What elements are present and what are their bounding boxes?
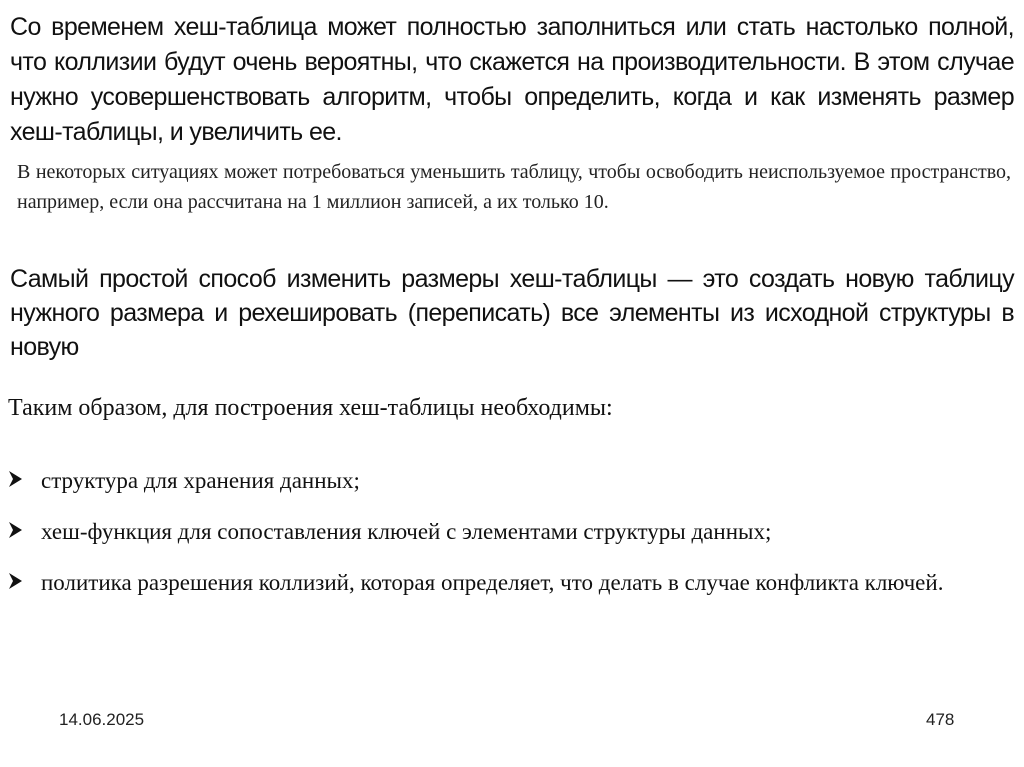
list-item-text: хеш-функция для сопоставления ключей с элементами структуры данных; bbox=[41, 519, 772, 544]
arrowhead-bullet-icon bbox=[8, 469, 24, 489]
list-item bbox=[8, 568, 1012, 598]
requirements-list bbox=[8, 466, 1012, 619]
list-item bbox=[8, 517, 1012, 547]
footer-date: 14.06.2025 bbox=[59, 710, 145, 729]
list-item-text: структура для хранения данных; bbox=[41, 468, 360, 493]
arrowhead-bullet-icon bbox=[8, 520, 24, 540]
paragraph-rehashing: Самый простой способ изменить размеры хеш-таблицы — это создать новую таблицу нужного размера и рехешировать (переписать) все элементы из исходной структуры в новую bbox=[10, 265, 1014, 361]
paragraph-table-shrinking: В некоторых ситуациях может потребоваться уменьшить таблицу, чтобы освободить неиспользуемое пространство, например, если она рассчитана на 1 миллион записей, а их только 10. bbox=[17, 161, 1011, 213]
page-number: 478 bbox=[926, 710, 955, 729]
list-intro: Таким образом, для построения хеш-таблицы необходимы: bbox=[8, 395, 613, 421]
list-item-text: политика разрешения коллизий, которая определяет, что делать в случае конфликта ключей. bbox=[41, 570, 944, 595]
paragraph-table-resizing: Со временем хеш-таблица может полностью заполниться или стать настолько полной, что коллизии будут очень вероятны, что скажется на производительности. В этом случае нужно усовершенствовать алгоритм, чтобы определить, когда и как изменять размер хеш-таблицы, и увеличить ее. bbox=[10, 13, 1014, 146]
list-item bbox=[8, 466, 1012, 496]
arrowhead-bullet-icon bbox=[8, 571, 24, 591]
